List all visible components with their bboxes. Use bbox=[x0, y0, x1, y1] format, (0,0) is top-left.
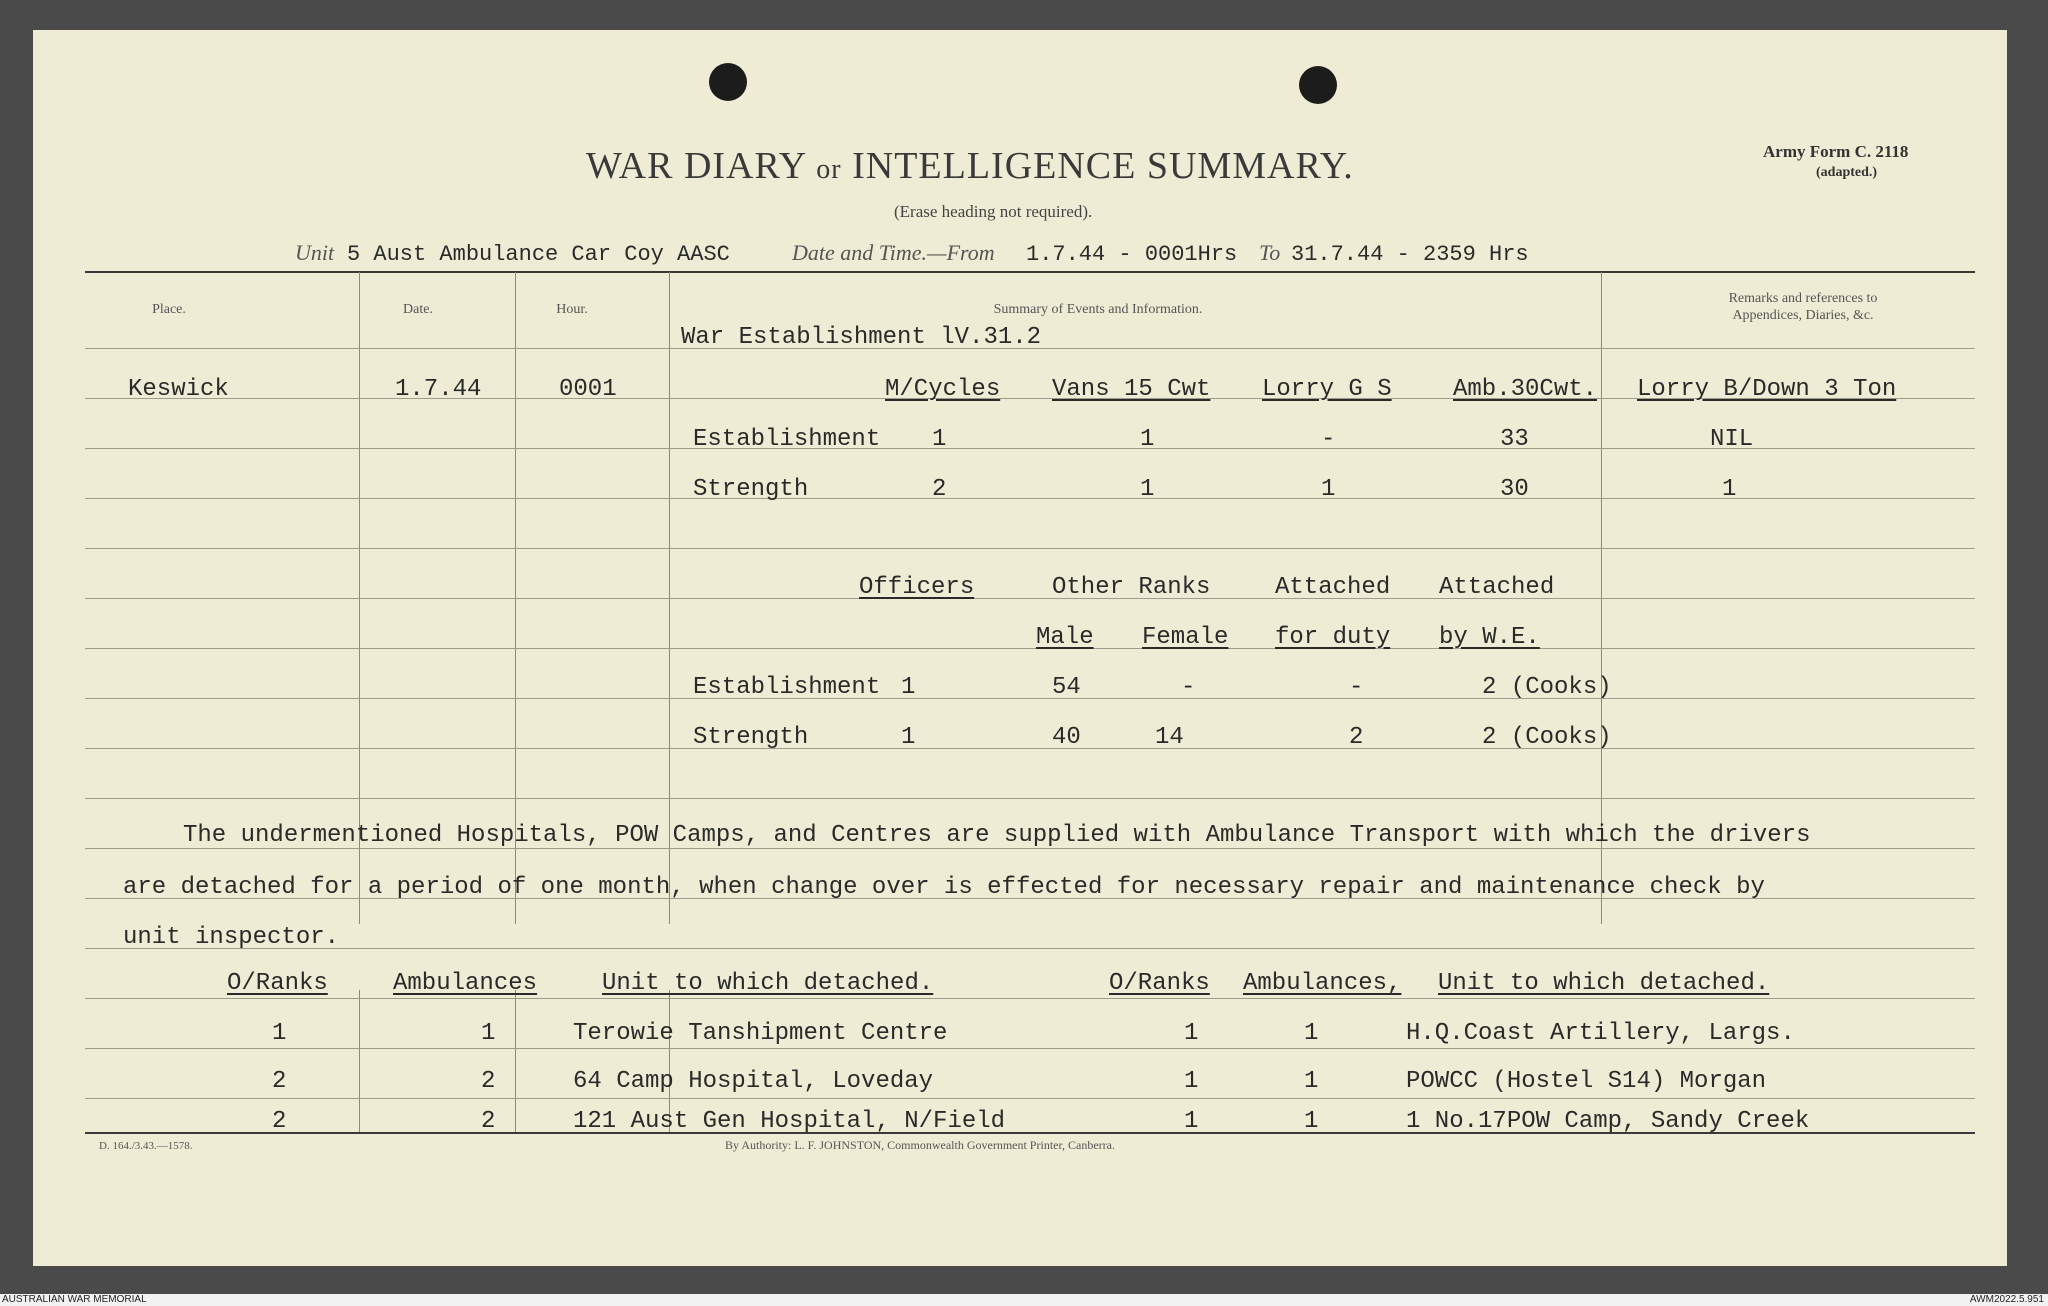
det-header-ambulances-2: Ambulances, bbox=[1243, 970, 1402, 997]
erase-note: (Erase heading not required). bbox=[894, 202, 1093, 221]
det-cell: 2 bbox=[272, 1108, 287, 1135]
det-cell: 2 bbox=[481, 1068, 496, 1095]
col-header-summary: Summary of Events and Information. bbox=[993, 302, 1203, 317]
ruled-line bbox=[85, 648, 1975, 649]
det-cell: 2 bbox=[272, 1068, 287, 1095]
printer-authority: By Authority: L. F. JOHNSTON, Commonwealth Government Printer, Canberra. bbox=[725, 1138, 1115, 1152]
pers-header-other-ranks: Other Ranks bbox=[1052, 574, 1211, 601]
pers-cell: - bbox=[1349, 674, 1364, 701]
ruled-line bbox=[85, 948, 1975, 949]
ruled-line bbox=[85, 698, 1975, 699]
veh-row-label: Strength bbox=[693, 476, 809, 503]
form-title bbox=[586, 144, 1354, 188]
veh-header-vans: Vans 15 Cwt bbox=[1052, 376, 1211, 403]
pers-cell: 1 bbox=[901, 724, 916, 751]
veh-cell: 1 bbox=[1722, 476, 1737, 503]
pers-header-female: Female bbox=[1142, 624, 1229, 651]
veh-cell: 1 bbox=[1321, 476, 1336, 503]
paragraph-line-3: unit inspector. bbox=[123, 924, 340, 951]
det-cell: 1 bbox=[1184, 1108, 1199, 1135]
title-war-diary: WAR DIARY bbox=[586, 145, 806, 187]
pers-header-attached-2: Attached bbox=[1439, 574, 1555, 601]
det-cell: 1 bbox=[481, 1020, 496, 1047]
header-top-rule bbox=[85, 271, 1975, 273]
entry-place: Keswick bbox=[128, 376, 229, 403]
det-cell: 1 No.17POW Camp, Sandy Creek bbox=[1406, 1108, 1810, 1135]
col-header-remarks-1: Remarks and references to bbox=[1728, 291, 1878, 306]
ruled-line bbox=[85, 748, 1975, 749]
war-establishment: War Establishment lV.31.2 bbox=[681, 324, 1042, 351]
veh-header-mcycles: M/Cycles bbox=[885, 376, 1001, 403]
det-header-unit-2: Unit to which detached. bbox=[1438, 970, 1770, 997]
veh-header-lorry-bdown: Lorry B/Down 3 Ton bbox=[1637, 376, 1897, 403]
title-or: or bbox=[816, 154, 842, 185]
col-header-place: Place. bbox=[152, 302, 186, 317]
det-cell: H.Q.Coast Artillery, Largs. bbox=[1406, 1020, 1795, 1047]
veh-row-label: Establishment bbox=[693, 426, 881, 453]
ruled-line bbox=[85, 498, 1975, 499]
veh-cell: - bbox=[1321, 426, 1336, 453]
col-header-remarks-2: Appendices, Diaries, &c. bbox=[1732, 308, 1874, 323]
veh-cell: 1 bbox=[932, 426, 947, 453]
war-diary-sheet bbox=[33, 30, 2007, 1266]
archive-credit-right: AWM2022.5.951 bbox=[1969, 1294, 2044, 1305]
army-form-adapted: (adapted.) bbox=[1816, 165, 1878, 180]
archive-credit-strip bbox=[0, 1294, 2048, 1306]
det-cell: 1 bbox=[1304, 1020, 1319, 1047]
pers-cell: 54 bbox=[1052, 674, 1081, 701]
pers-cell: 1 bbox=[901, 674, 916, 701]
punch-hole-left bbox=[709, 63, 747, 101]
veh-cell: 30 bbox=[1500, 476, 1529, 503]
unit-label: Unit bbox=[295, 240, 335, 265]
entry-date: 1.7.44 bbox=[395, 376, 482, 403]
to-label: To bbox=[1259, 240, 1281, 265]
pers-row-label: Establishment bbox=[693, 674, 881, 701]
det-cell: 1 bbox=[1304, 1068, 1319, 1095]
veh-cell: 1 bbox=[1140, 476, 1155, 503]
ruled-line bbox=[85, 1048, 1975, 1049]
col-header-date: Date. bbox=[403, 302, 433, 317]
pers-header-attached-1: Attached bbox=[1275, 574, 1391, 601]
pers-cell: - bbox=[1181, 674, 1196, 701]
pers-cell: 2 (Cooks) bbox=[1482, 724, 1612, 751]
army-form-number: Army Form C. 2118 bbox=[1763, 142, 1909, 161]
pers-cell: 2 (Cooks) bbox=[1482, 674, 1612, 701]
from-value: 1.7.44 - 0001Hrs bbox=[1026, 242, 1238, 267]
det-cell: 1 bbox=[1184, 1020, 1199, 1047]
print-code: D. 164./3.43.—1578. bbox=[99, 1140, 193, 1152]
det-cell: Terowie Tanshipment Centre bbox=[573, 1020, 948, 1047]
det-cell: 121 Aust Gen Hospital, N/Field bbox=[573, 1108, 1006, 1135]
veh-header-lorry-gs: Lorry G S bbox=[1262, 376, 1392, 403]
pers-header-officers: Officers bbox=[859, 574, 975, 601]
pers-header-by-we: by W.E. bbox=[1439, 624, 1540, 651]
det-cell: 1 bbox=[1304, 1108, 1319, 1135]
veh-header-amb: Amb.30Cwt. bbox=[1453, 376, 1598, 403]
ruled-line bbox=[85, 1098, 1975, 1099]
date-time-label: Date and Time.—From bbox=[792, 240, 995, 265]
det-header-unit: Unit to which detached. bbox=[602, 970, 934, 997]
veh-cell: 33 bbox=[1500, 426, 1529, 453]
unit-value: 5 Aust Ambulance Car Coy AASC bbox=[347, 242, 730, 267]
vrule-lower-2 bbox=[515, 990, 516, 1132]
ruled-line bbox=[85, 448, 1975, 449]
pers-header-for-duty: for duty bbox=[1275, 624, 1391, 651]
det-header-ambulances: Ambulances bbox=[393, 970, 538, 997]
title-intelligence-summary: INTELLIGENCE SUMMARY. bbox=[852, 145, 1354, 187]
paragraph-line-2: are detached for a period of one month, when change over is effected for necessary repair and maintenance check by bbox=[123, 874, 1765, 901]
to-value: 31.7.44 - 2359 Hrs bbox=[1291, 242, 1529, 267]
det-cell: 1 bbox=[1184, 1068, 1199, 1095]
veh-cell: 2 bbox=[932, 476, 947, 503]
ruled-line bbox=[85, 548, 1975, 549]
pers-cell: 2 bbox=[1349, 724, 1364, 751]
ruled-line bbox=[85, 798, 1975, 799]
veh-cell: NIL bbox=[1710, 426, 1754, 453]
ruled-line bbox=[85, 998, 1975, 999]
pers-cell: 40 bbox=[1052, 724, 1081, 751]
pers-row-label: Strength bbox=[693, 724, 809, 751]
col-header-hour: Hour. bbox=[556, 302, 588, 317]
det-cell: POWCC (Hostel S14) Morgan bbox=[1406, 1068, 1767, 1095]
veh-cell: 1 bbox=[1140, 426, 1155, 453]
det-header-oranks-2: O/Ranks bbox=[1109, 970, 1210, 997]
ruled-line bbox=[85, 598, 1975, 599]
det-header-oranks: O/Ranks bbox=[227, 970, 328, 997]
det-cell: 2 bbox=[481, 1108, 496, 1135]
det-cell: 64 Camp Hospital, Loveday bbox=[573, 1068, 934, 1095]
punch-hole-right bbox=[1299, 66, 1337, 104]
pers-cell: 14 bbox=[1155, 724, 1184, 751]
entry-hour: 0001 bbox=[559, 376, 617, 403]
det-cell: 1 bbox=[272, 1020, 287, 1047]
archive-credit-left: AUSTRALIAN WAR MEMORIAL bbox=[2, 1294, 147, 1305]
pers-header-male: Male bbox=[1036, 624, 1094, 651]
vrule-lower-1 bbox=[359, 990, 360, 1132]
paragraph-line-1: The undermentioned Hospitals, POW Camps, and Centres are supplied with Ambulance Transport with which the drivers bbox=[183, 822, 1811, 849]
